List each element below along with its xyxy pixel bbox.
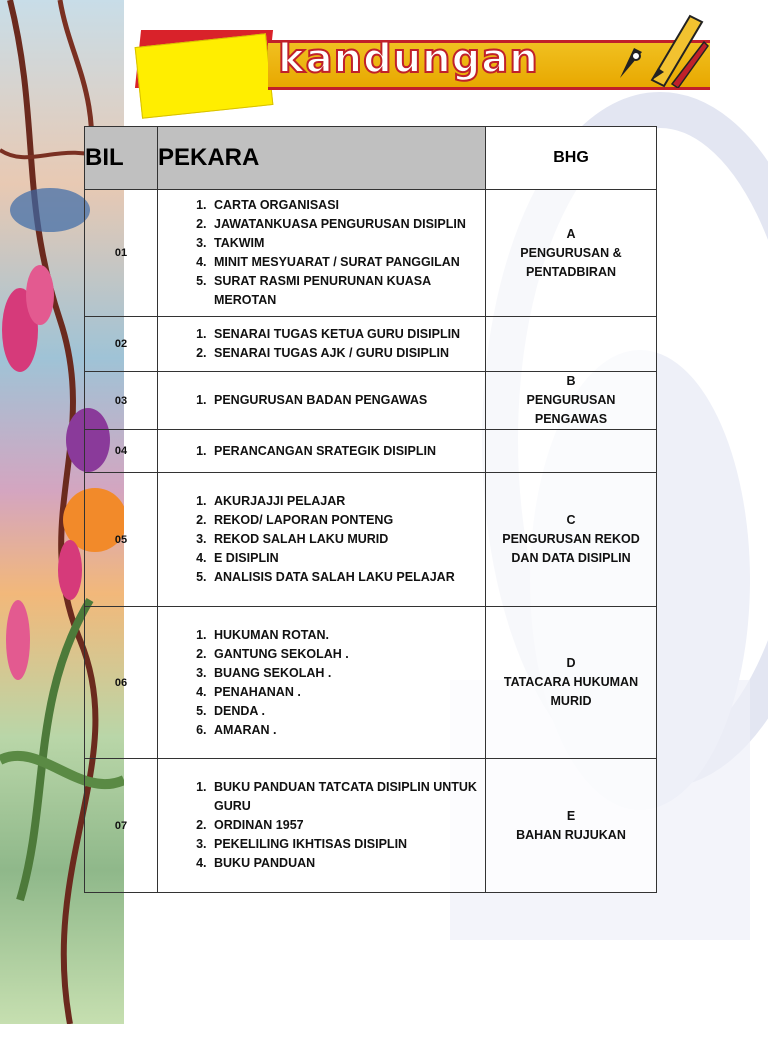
row-items <box>158 190 486 317</box>
row-items <box>158 317 486 372</box>
table-row <box>85 430 657 473</box>
row-section <box>486 473 657 607</box>
section-title: PENGURUSAN PENGAWAS <box>526 393 616 426</box>
pen-nib-icon <box>620 48 642 78</box>
table-row <box>85 607 657 759</box>
row-section <box>486 607 657 759</box>
row-items <box>158 607 486 759</box>
section-title: BAHAN RUJUKAN <box>516 827 626 842</box>
table-row <box>85 190 657 317</box>
row-section <box>486 430 657 473</box>
list-item: 1. SENARAI TUGAS KETUA GURU DISIPLIN <box>210 325 485 344</box>
list-item: 5. DENDA . <box>210 702 485 721</box>
list-item: 4. PENAHANAN . <box>210 683 485 702</box>
list-item: 3. TAKWIM <box>210 234 485 253</box>
row-number: 03 <box>85 372 158 430</box>
pen-pencil-brush-icon <box>612 8 712 88</box>
row-items <box>158 372 486 430</box>
list-item: 6. AMARAN . <box>210 721 485 740</box>
row-section <box>486 372 657 430</box>
list-item: 1. CARTA ORGANISASI <box>210 196 485 215</box>
list-item: 3. REKOD SALAH LAKU MURID <box>210 530 485 549</box>
row-number: 01 <box>85 190 158 317</box>
row-items <box>158 473 486 607</box>
row-section <box>486 317 657 372</box>
row-items <box>158 759 486 893</box>
header-bhg: BHG <box>486 127 657 190</box>
list-item: 5. ANALISIS DATA SALAH LAKU PELAJAR <box>210 568 485 587</box>
list-item: 4. MINIT MESYUARAT / SURAT PANGGILAN <box>210 253 485 272</box>
list-item: 4. E DISIPLIN <box>210 549 485 568</box>
list-item: 3. PEKELILING IKHTISAS DISIPLIN <box>210 835 485 854</box>
list-item: 4. BUKU PANDUAN <box>210 854 485 873</box>
list-item: 5. SURAT RASMI PENURUNAN KUASA MEROTAN <box>210 272 485 310</box>
section-letter: C <box>566 513 576 527</box>
table-row <box>85 473 657 607</box>
table-row <box>85 372 657 430</box>
page-title: kandungan <box>278 36 539 82</box>
table-row <box>85 317 657 372</box>
section-letter: D <box>566 656 576 670</box>
contents-table <box>84 126 657 893</box>
table-row <box>85 759 657 893</box>
banner-yellow-shape <box>135 33 274 118</box>
section-title: PENGURUSAN & PENTADBIRAN <box>520 245 622 279</box>
row-number: 02 <box>85 317 158 372</box>
list-item: 1. PERANCANGAN SRATEGIK DISIPLIN <box>210 442 485 461</box>
list-item: 2. SENARAI TUGAS AJK / GURU DISIPLIN <box>210 344 485 363</box>
list-item: 1. BUKU PANDUAN TATCATA DISIPLIN UNTUK GURU <box>210 778 485 816</box>
pencil-icon <box>652 16 702 86</box>
table-header-row <box>85 127 657 190</box>
list-item: 1. PENGURUSAN BADAN PENGAWAS <box>210 391 485 410</box>
section-title: PENGURUSAN REKOD DAN DATA DISIPLIN <box>502 532 640 565</box>
row-section <box>486 759 657 893</box>
row-number: 07 <box>85 759 158 893</box>
list-item: 1. HUKUMAN ROTAN. <box>210 626 485 645</box>
list-item: 2. ORDINAN 1957 <box>210 816 485 835</box>
section-letter: E <box>566 808 576 823</box>
row-number: 04 <box>85 430 158 473</box>
list-item: 3. BUANG SEKOLAH . <box>210 664 485 683</box>
list-item: 2. GANTUNG SEKOLAH . <box>210 645 485 664</box>
row-section <box>486 190 657 317</box>
row-items <box>158 430 486 473</box>
list-item: 2. REKOD/ LAPORAN PONTENG <box>210 511 485 530</box>
list-item: 2. JAWATANKUASA PENGURUSAN DISIPLIN <box>210 215 485 234</box>
row-number: 06 <box>85 607 158 759</box>
list-item: 1. AKURJAJJI PELAJAR <box>210 492 485 511</box>
section-letter: B <box>566 374 576 388</box>
section-letter: A <box>566 226 576 241</box>
header-pekara: PEKARA <box>158 127 486 190</box>
row-number: 05 <box>85 473 158 607</box>
section-title: TATACARA HUKUMAN MURID <box>503 675 639 708</box>
header-bil: BIL <box>85 127 158 190</box>
